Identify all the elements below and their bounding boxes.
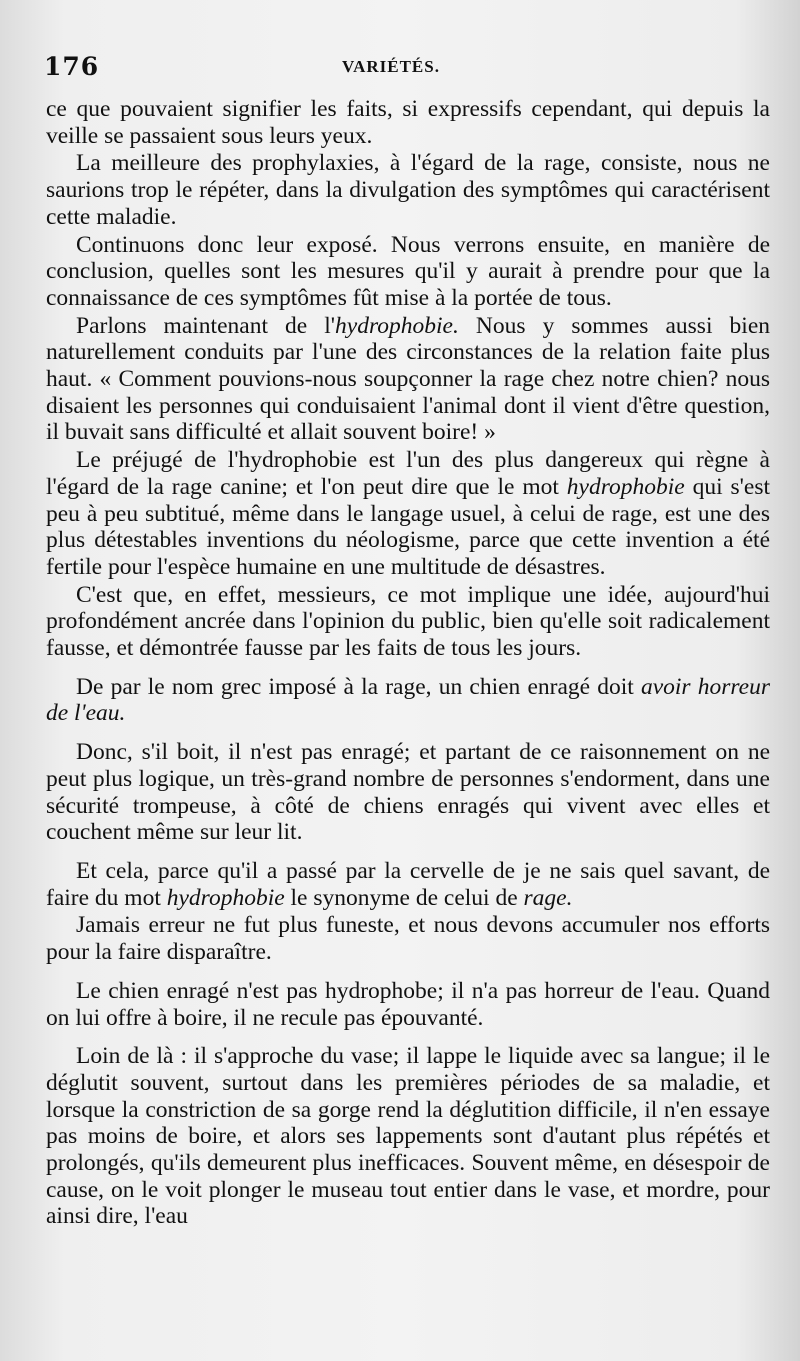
paragraph-text: le synonyme de celui de [284, 884, 524, 911]
paragraph [46, 447, 770, 581]
paragraph [46, 96, 770, 149]
paragraph-text: Jamais erreur ne fut plus funeste, et nous devons accumuler nos efforts pour la faire disparaître. [46, 912, 770, 966]
paragraph-text: Continuons donc leur exposé. Nous verrons ensuite, en manière de conclusion, quelles sont les mesures qu'il y aurait à prendre pour que la connaissance de ces symptômes fût mise à la portée de tous. [46, 231, 770, 311]
italic-text: rage. [523, 884, 573, 911]
paragraph-text: C'est que, en effet, messieurs, ce mot implique une idée, aujourd'hui profondément ancrée dans l'opinion du public, bien qu'elle soit radicalement fausse, et démontrée fausse par les faits de tous les jours. [46, 581, 770, 662]
italic-text: hydrophobie [566, 473, 685, 500]
paragraph-text: Donc, s'il boit, il n'est pas enragé; et partant de ce raisonnement on ne peut plus logique, un très-grand nombre de personnes s'endorment, dans une sécurité trompeuse, à côté de chiens enragés qui vivent avec elles et couchent même sur leur lit. [46, 739, 770, 846]
paragraph [46, 313, 770, 447]
paragraph-text: La meilleure des prophylaxies, à l'égard de la rage, consiste, nous ne saurions trop le répéter, dans la divulgation des symptômes qui caractérisent cette maladie. [46, 150, 770, 230]
page-header [44, 52, 744, 86]
paragraph-text: qui s'est peu à peu subtitué, même dans le langage usuel, à celui de rage, est une des plus détestables inventions du néologisme, parce que cette invention a été fertile pour l'espèce humaine en une multitude de désastres. [46, 473, 771, 580]
paragraph [46, 232, 770, 312]
paragraph-text: De par le nom grec imposé à la rage, un chien enragé doit [76, 673, 641, 700]
paragraph [46, 582, 770, 662]
paragraph [46, 674, 770, 727]
paragraph [46, 858, 770, 911]
paragraph-text: Le préjugé de l'hydrophobie est l'un des plus dangereux qui règne à l'égard de la rage canine; et l'on peut dire que le mot [46, 447, 770, 500]
italic-text: hydrophobie. [335, 312, 459, 339]
italic-text: hydrophobie [166, 884, 285, 911]
paragraph-text: Et cela, parce qu'il a passé par la cervelle de je ne sais quel savant, de faire du mot [46, 857, 770, 911]
running-head: VARIÉTÉS. [342, 57, 440, 76]
paragraph-text: Parlons maintenant de l' [76, 312, 336, 339]
page-number: 176 [44, 52, 100, 81]
paragraph [46, 150, 770, 230]
paragraph-text: Nous y sommes aussi bien naturellement conduits par l'une des circonstances de la relation faite plus haut. « Comment pouvions-nous soupçonner la rage chez notre chien? nous disaient les personnes qui conduisaient l'animal dont il vient d'être question, il buvait sans difficulté et allait souvent boire! » [46, 312, 771, 446]
paragraph [46, 912, 770, 965]
paragraph-text: Loin de là : il s'approche du vase; il lappe le liquide avec sa langue; il le déglutit souvent, surtout dans les premières périodes de sa maladie, et lorsque la constriction de sa gorge rend la déglutition difficile, il n'en essaye pas moins de boire, et alors ses lappements sont d'autant plus répétés et prolongés, qu'ils demeurent plus inefficaces. Souvent même, en désespoir de cause, on le voit plonger le museau tout entier dans le vase, et mordre, pour ainsi dire, l'eau [46, 1043, 770, 1230]
paragraph-text: ce que pouvaient signifier les faits, si expressifs cependant, qui depuis la veille se passaient sous leurs yeux. [46, 96, 770, 149]
paragraph [46, 1043, 770, 1230]
italic-text: avoir horreur de l'eau. [46, 673, 770, 727]
body-text [46, 96, 770, 1230]
paragraph-text: Le chien enragé n'est pas hydrophobe; il n'a pas horreur de l'eau. Quand on lui offre à boire, il ne recule pas épouvanté. [46, 977, 770, 1031]
paragraph [46, 978, 770, 1031]
paragraph [46, 739, 770, 846]
